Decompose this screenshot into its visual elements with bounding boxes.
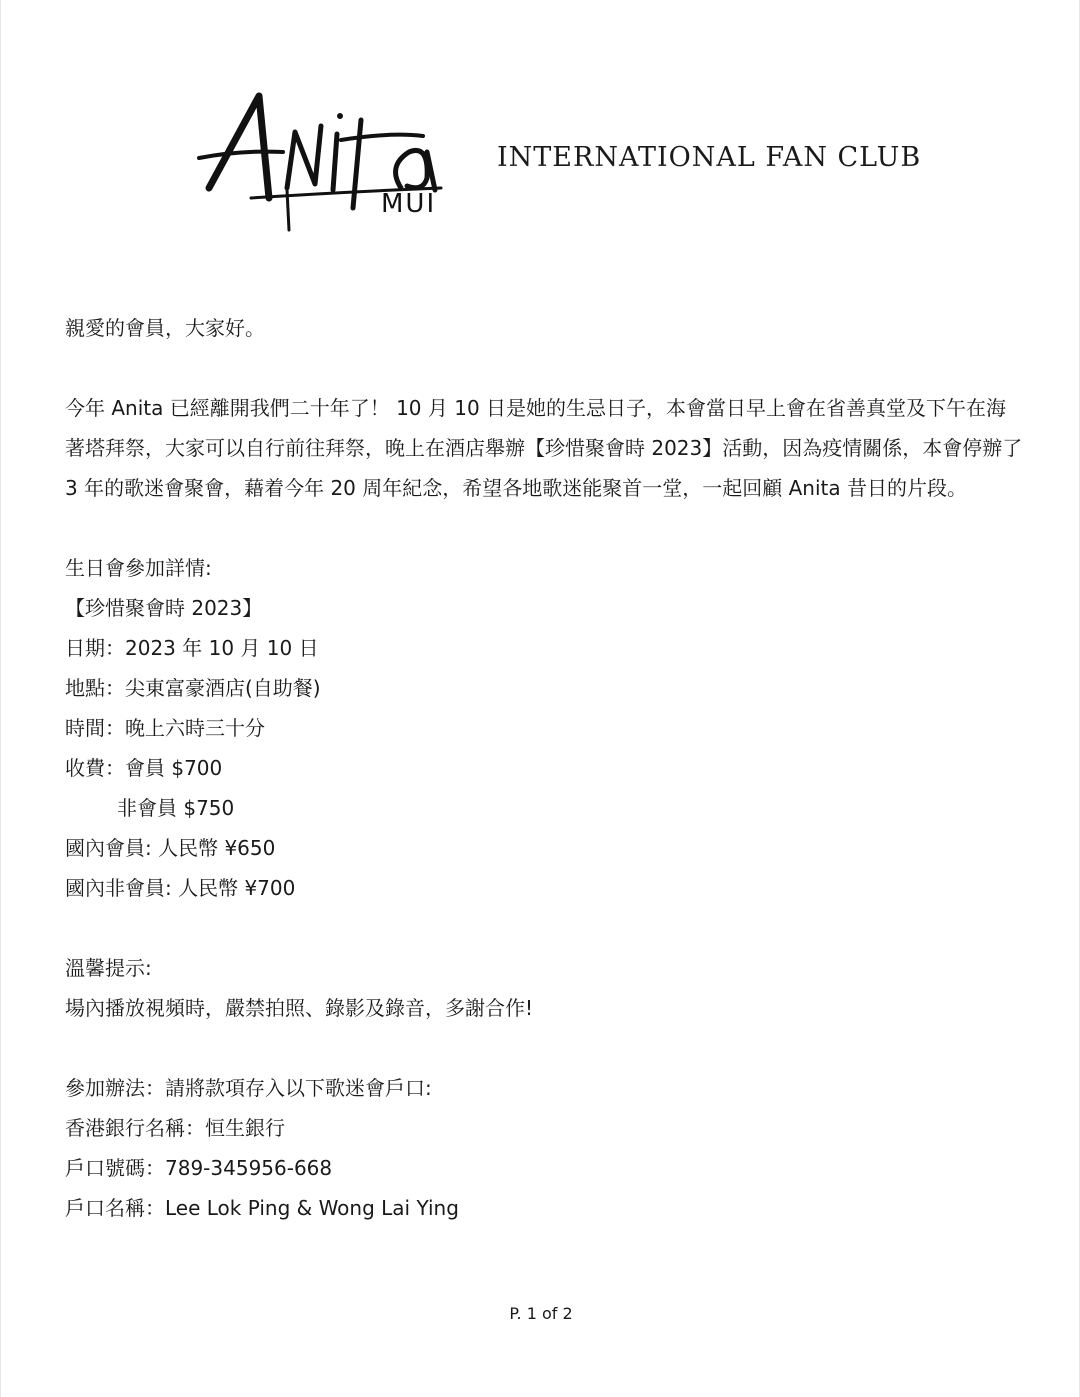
- event-venue: 地點：尖東富豪酒店(自助餐): [65, 676, 321, 700]
- reminder: [65, 948, 1025, 1028]
- bank-name: 香港銀行名稱：恒生銀行: [65, 1116, 285, 1140]
- fee-mainland-member: 國內會員: 人民幣 ¥650: [65, 836, 276, 860]
- payment-details: [65, 1068, 1025, 1228]
- account-name: 戶口名稱：Lee Lok Ping & Wong Lai Ying: [65, 1196, 459, 1220]
- account-number: 戶口號碼：789-345956-668: [65, 1156, 333, 1180]
- reminder-heading: 溫馨提示:: [65, 956, 152, 980]
- svg-text:MUI: MUI: [381, 189, 437, 219]
- page-number: P. 1 of 2: [509, 1304, 573, 1323]
- fee-non-member: 非會員 $750: [117, 796, 235, 820]
- fee-member: 收費：會員 $700: [65, 756, 223, 780]
- anita-mui-logo: [191, 80, 461, 240]
- event-name: 【珍惜聚會時 2023】: [65, 596, 263, 620]
- event-date: 日期：2023 年 10 月 10 日: [65, 636, 319, 660]
- event-details: [65, 548, 1025, 908]
- fan-club-name: INTERNATIONAL FAN CLUB: [497, 142, 922, 173]
- greeting: 親愛的會員，大家好。: [65, 316, 265, 340]
- fee-mainland-non-member: 國內非會員: 人民幣 ¥700: [65, 876, 296, 900]
- letterhead: [191, 80, 922, 240]
- intro-paragraph: 今年 Anita 已經離開我們二十年了！ 10 月 10 日是她的生忌日子，本會當日早上會在省善真堂及下午在海著塔拜祭，大家可以自行前往拜祭，晚上在酒店舉辦【珍惜聚會時 2023】活動，因為疫情關係，本會停辦了 3 年的歌迷會聚會，藉着今年 20 周年紀念，希望各地歌迷能聚首一堂，一起回顧 Anita 昔日的片段。: [65, 396, 1023, 500]
- reminder-text: 場內播放視頻時，嚴禁拍照、錄影及錄音，多謝合作!: [65, 996, 534, 1020]
- event-time: 時間：晚上六時三十分: [65, 716, 265, 740]
- letter-body: [65, 308, 1025, 1228]
- payment-heading: 參加辦法：請將款項存入以下歌迷會戶口:: [65, 1076, 432, 1100]
- event-heading: 生日會參加詳情:: [65, 556, 212, 580]
